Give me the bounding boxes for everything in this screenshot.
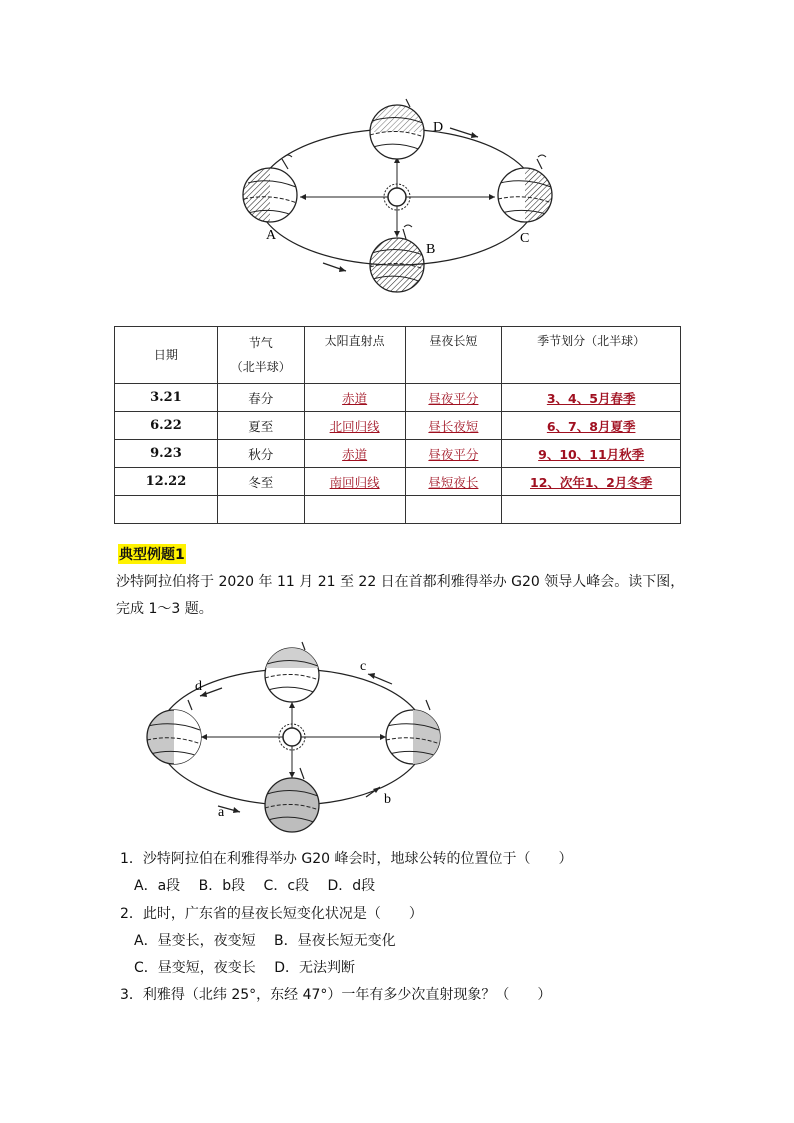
question-2: 2．此时，广东省的昼夜长短变化状况是（ ） [120, 906, 423, 922]
question-2-options-2: C．昼变短，夜变长 D．无法判断 [134, 960, 356, 976]
seasons-table [114, 326, 681, 524]
earth-a-icon [243, 155, 297, 222]
earth-left-icon [147, 700, 201, 764]
header-solar-term-line1: 节气 [248, 336, 273, 350]
example-heading: 典型例题1 [118, 544, 186, 564]
label-b: b [384, 792, 391, 807]
cell-term: 夏至 [217, 412, 304, 440]
header-solar-term [217, 327, 304, 384]
header-daynight: 昼夜长短 [405, 327, 502, 384]
table-row-empty [115, 496, 681, 524]
table-row [115, 412, 681, 440]
label-a: a [218, 805, 225, 820]
cell-term: 冬至 [217, 468, 304, 496]
orbit-diagram-1 [230, 95, 570, 300]
label-c: C [520, 231, 530, 246]
cell-daynight: 昼夜平分 [428, 446, 479, 462]
cell-date: 9.23 [115, 440, 218, 468]
cell-season: 9、10、11月秋季 [538, 446, 645, 462]
question-1-options: A．a段 B．b段 C．c段 D．d段 [134, 878, 376, 894]
sun-icon [279, 724, 305, 750]
label-b: B [426, 242, 436, 257]
earth-c-icon [498, 155, 552, 222]
label-a: A [266, 228, 277, 243]
earth-d-icon [370, 99, 424, 159]
cell-season: 12、次年1、2月冬季 [530, 474, 653, 490]
cell-date: 12.22 [115, 468, 218, 496]
question-3: 3．利雅得（北纬 25°，东经 47°）一年有多少次直射现象？（ ） [120, 987, 552, 1003]
header-solar-term-line2: （北半球） [230, 360, 291, 374]
header-date: 日期 [115, 327, 218, 384]
header-season: 季节划分（北半球） [502, 327, 681, 384]
cell-subsolar: 南回归线 [329, 474, 380, 490]
label-c: c [360, 659, 367, 674]
earth-top-icon [265, 642, 319, 702]
cell-season: 3、4、5月春季 [546, 390, 636, 406]
cell-subsolar: 北回归线 [329, 418, 380, 434]
cell-season: 6、7、8月夏季 [546, 418, 636, 434]
cell-daynight: 昼短夜长 [428, 474, 479, 490]
earth-bottom-icon [265, 768, 319, 832]
intro-line-1: 沙特阿拉伯将于 2020 年 11 月 21 至 22 日在首都利雅得举办 G20 领导人峰会。读下图， [116, 574, 685, 590]
cell-daynight: 昼长夜短 [428, 418, 479, 434]
label-d: d [195, 679, 202, 694]
cell-subsolar: 赤道 [342, 390, 368, 406]
earth-right-icon [386, 700, 440, 764]
question-1: 1．沙特阿拉伯在利雅得举办 G20 峰会时，地球公转的位置位于（ ） [120, 851, 573, 867]
label-d: D [433, 120, 444, 135]
intro-line-2: 完成 1～3 题。 [116, 601, 213, 617]
cell-term: 春分 [217, 384, 304, 412]
header-subsolar: 太阳直射点 [304, 327, 405, 384]
table-row [115, 468, 681, 496]
cell-date: 3.21 [115, 384, 218, 412]
cell-term: 秋分 [217, 440, 304, 468]
table-row [115, 440, 681, 468]
cell-date: 6.22 [115, 412, 218, 440]
cell-subsolar: 赤道 [342, 446, 368, 462]
cell-daynight: 昼夜平分 [428, 390, 479, 406]
table-row [115, 384, 681, 412]
sun-icon [384, 184, 410, 210]
orbit-diagram-2 [130, 640, 460, 835]
question-2-options-1: A．昼变长，夜变短 B．昼夜长短无变化 [134, 933, 396, 949]
table-header-row [115, 327, 681, 384]
